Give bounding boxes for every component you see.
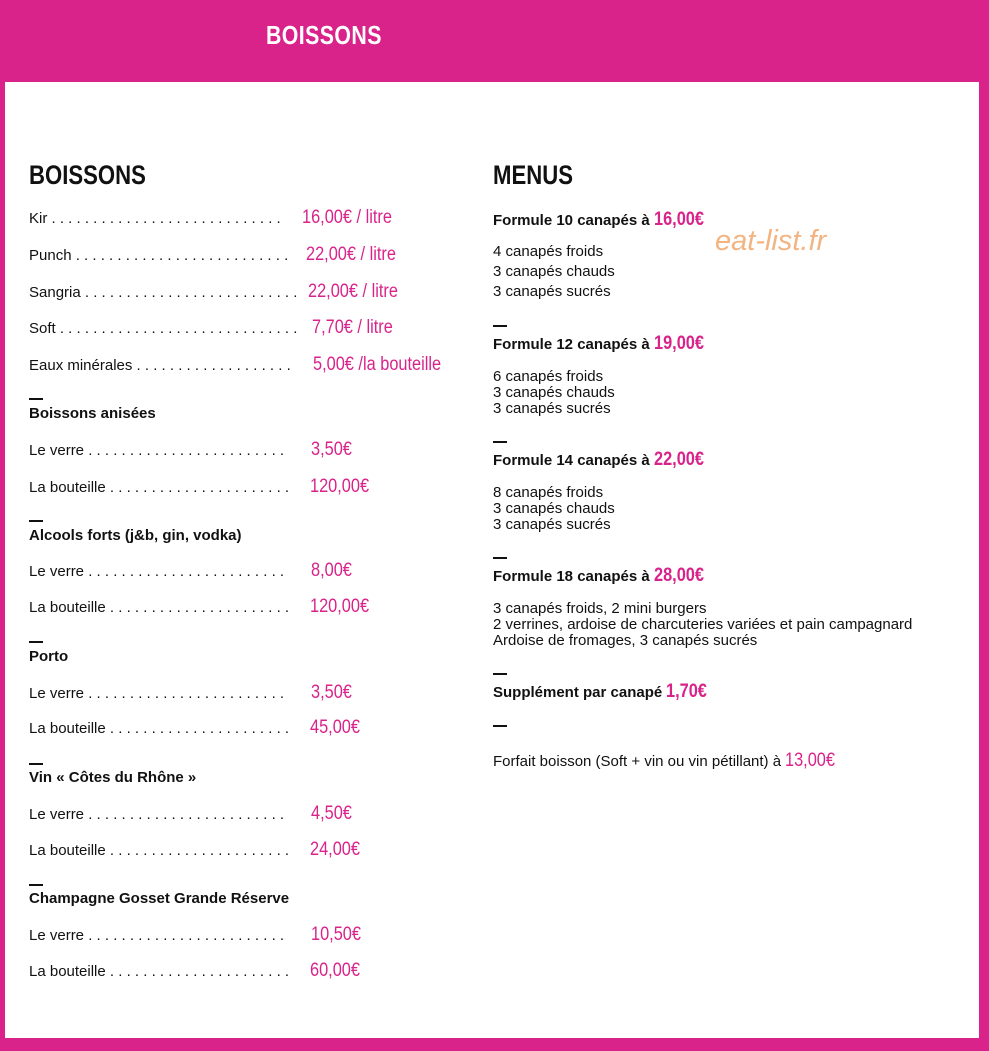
glass-label: Le verre . . . . . . . . . . . . . . . . . . . . . . . .	[29, 927, 285, 944]
section-title: Boissons anisées	[29, 405, 156, 422]
glass-row	[29, 439, 352, 463]
formula-line: 6 canapés froids	[493, 368, 604, 385]
section-divider	[493, 725, 507, 727]
drink-row-sangria	[29, 281, 398, 305]
bottle-label: La bouteille . . . . . . . . . . . . . . . . . . . . . .	[29, 720, 290, 737]
formula-line: Ardoise de fromages, 3 canapés sucrés	[493, 632, 758, 649]
formula-price: 28,00€	[653, 565, 704, 586]
formula-price: 19,00€	[653, 333, 704, 354]
formula-line: 4 canapés froids	[493, 243, 604, 260]
section-divider	[29, 398, 43, 400]
glass-label: Le verre . . . . . . . . . . . . . . . . . . . . . . . .	[29, 806, 285, 823]
bottle-row	[29, 476, 370, 500]
forfait-label: Forfait boisson (Soft + vin ou vin pétillant) à	[493, 753, 782, 770]
bottle-label: La bouteille . . . . . . . . . . . . . . . . . . . . . .	[29, 599, 290, 616]
glass-label: Le verre . . . . . . . . . . . . . . . . . . . . . . . .	[29, 563, 285, 580]
section-divider	[29, 884, 43, 886]
bottle-row	[29, 960, 360, 984]
formula-line: 3 canapés sucrés	[493, 283, 611, 300]
bottle-label: La bouteille . . . . . . . . . . . . . . . . . . . . . .	[29, 963, 290, 980]
drink-row-eaux	[29, 354, 442, 378]
drink-label: Kir . . . . . . . . . . . . . . . . . . . . . . . . . . . .	[29, 210, 281, 227]
menus-heading: MENUS	[493, 160, 573, 190]
formula-title	[493, 450, 712, 471]
supplement-title	[493, 682, 714, 703]
bottle-price: 120,00€	[310, 476, 370, 497]
drink-price: 22,00€ / litre	[308, 281, 398, 302]
section-divider	[29, 520, 43, 522]
glass-label: Le verre . . . . . . . . . . . . . . . . . . . . . . . .	[29, 442, 285, 459]
formula-price: 16,00€	[653, 209, 704, 230]
drink-price: 5,00€ /la bouteille	[313, 354, 442, 375]
section-title: Vin « Côtes du Rhône »	[29, 769, 197, 786]
section-divider	[493, 441, 507, 443]
section-title: Alcools forts (j&b, gin, vodka)	[29, 527, 242, 544]
section-divider	[493, 673, 507, 675]
formula-line: 2 verrines, ardoise de charcuteries variées et pain campagnard	[493, 616, 913, 633]
header-bar	[0, 0, 989, 82]
header-title: BOISSONS	[266, 20, 382, 50]
drink-label: Sangria . . . . . . . . . . . . . . . . . . . . . . . . . .	[29, 284, 298, 301]
glass-price: 8,00€	[311, 560, 352, 581]
forfait-price: 13,00€	[785, 750, 836, 771]
bottle-label: La bouteille . . . . . . . . . . . . . . . . . . . . . .	[29, 479, 290, 496]
formula-line: 3 canapés chauds	[493, 500, 615, 517]
glass-row	[29, 682, 352, 706]
formula-title	[493, 210, 712, 231]
formula-name: Formule 12 canapés à	[493, 336, 650, 353]
bottle-price: 60,00€	[310, 960, 360, 981]
formula-line: 3 canapés froids, 2 mini burgers	[493, 600, 707, 617]
glass-row	[29, 560, 352, 584]
section-divider	[29, 641, 43, 643]
bottle-price: 120,00€	[310, 596, 370, 617]
formula-line: 8 canapés froids	[493, 484, 604, 501]
formula-line: 3 canapés chauds	[493, 263, 615, 280]
bottle-price: 24,00€	[310, 839, 360, 860]
supplement-price: 1,70€	[666, 681, 708, 702]
watermark-text: eat-list.fr	[715, 225, 827, 257]
drink-label: Punch . . . . . . . . . . . . . . . . . . . . . . . . . .	[29, 247, 289, 264]
drink-price: 22,00€ / litre	[306, 244, 396, 265]
formula-line: 3 canapés chauds	[493, 384, 615, 401]
bottle-row	[29, 717, 360, 741]
formula-title	[493, 566, 712, 587]
drink-row-punch	[29, 244, 396, 268]
section-divider	[29, 763, 43, 765]
formula-title	[493, 334, 712, 355]
formula-price: 22,00€	[653, 449, 704, 470]
bottle-row	[29, 596, 370, 620]
drink-row-kir	[29, 207, 392, 231]
drink-row-soft	[29, 317, 393, 341]
section-title: Champagne Gosset Grande Réserve	[29, 890, 290, 907]
drink-label: Soft . . . . . . . . . . . . . . . . . . . . . . . . . . . . .	[29, 320, 298, 337]
menu-card	[5, 82, 979, 1038]
supplement-name: Supplément par canapé	[493, 684, 663, 701]
formula-line: 3 canapés sucrés	[493, 400, 611, 417]
section-divider	[493, 325, 507, 327]
bottle-price: 45,00€	[310, 717, 360, 738]
drink-price: 7,70€ / litre	[312, 317, 393, 338]
glass-price: 4,50€	[311, 803, 352, 824]
glass-price: 3,50€	[311, 682, 352, 703]
section-divider	[493, 557, 507, 559]
glass-price: 10,50€	[311, 924, 361, 945]
glass-label: Le verre . . . . . . . . . . . . . . . . . . . . . . . .	[29, 685, 285, 702]
bottle-label: La bouteille . . . . . . . . . . . . . . . . . . . . . .	[29, 842, 290, 859]
glass-row	[29, 803, 352, 827]
formula-name: Formule 10 canapés à	[493, 212, 650, 229]
bottle-row	[29, 839, 360, 863]
glass-price: 3,50€	[311, 439, 352, 460]
drink-price: 16,00€ / litre	[302, 207, 392, 228]
drink-label: Eaux minérales . . . . . . . . . . . . . . . . . . .	[29, 357, 291, 374]
formula-name: Formule 18 canapés à	[493, 568, 650, 585]
glass-row	[29, 924, 361, 948]
formula-name: Formule 14 canapés à	[493, 452, 650, 469]
formula-line: 3 canapés sucrés	[493, 516, 611, 533]
section-title: Porto	[29, 648, 69, 665]
forfait-row	[493, 749, 843, 773]
drinks-heading: BOISSONS	[29, 160, 146, 190]
